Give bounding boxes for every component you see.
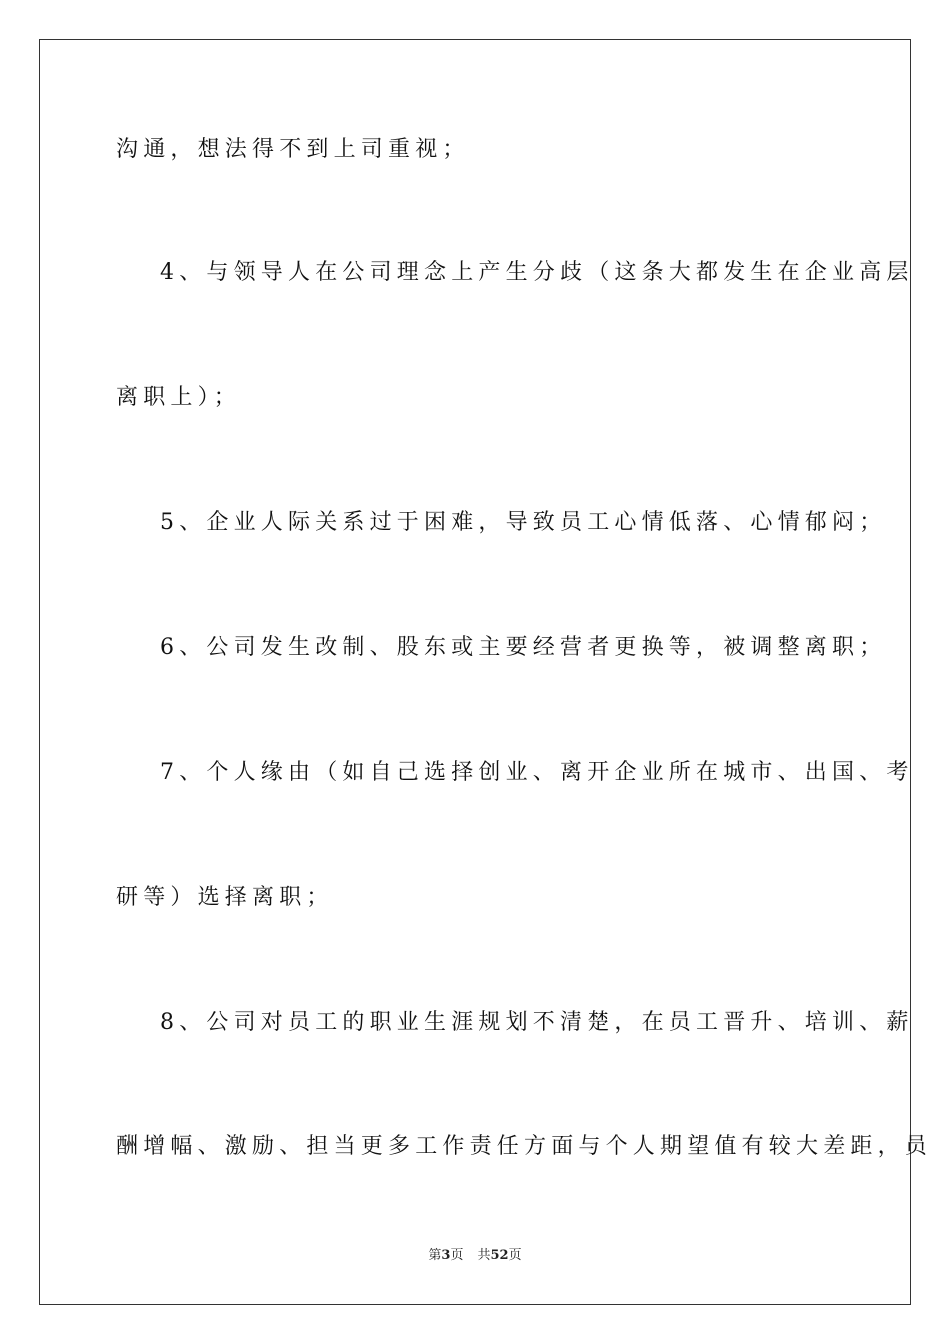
text-line-9: 酬增幅、激励、担当更多工作责任方面与个人期望值有较大差距，员 (116, 1134, 933, 1159)
text-line-1: 沟通，想法得不到上司重视； (116, 137, 470, 162)
total-pages: 52 (490, 1248, 509, 1263)
text-line-8: 8、公司对员工的职业生涯规划不清楚，在员工晋升、培训、薪 (160, 1010, 914, 1035)
total-suffix: 页 (508, 1248, 522, 1263)
text-line-3: 离职上）； (116, 385, 242, 410)
text-line-4: 5、企业人际关系过于困难，导致员工心情低落、心情郁闷； (160, 510, 887, 535)
page-suffix: 页 (450, 1248, 464, 1263)
text-line-5: 6、公司发生改制、股东或主要经营者更换等，被调整离职； (160, 635, 887, 660)
page-border (39, 39, 933, 1305)
page-number: 3 (441, 1248, 451, 1263)
text-line-7: 研等）选择离职； (116, 885, 334, 910)
total-prefix: 共 (477, 1248, 491, 1263)
page-prefix: 第 (428, 1248, 442, 1263)
text-line-2: 4、与领导人在公司理念上产生分歧（这条大都发生在企业高层 (160, 260, 914, 285)
text-line-6: 7、个人缘由（如自己选择创业、离开企业所在城市、出国、考 (160, 760, 914, 785)
page-footer (0, 1247, 950, 1265)
